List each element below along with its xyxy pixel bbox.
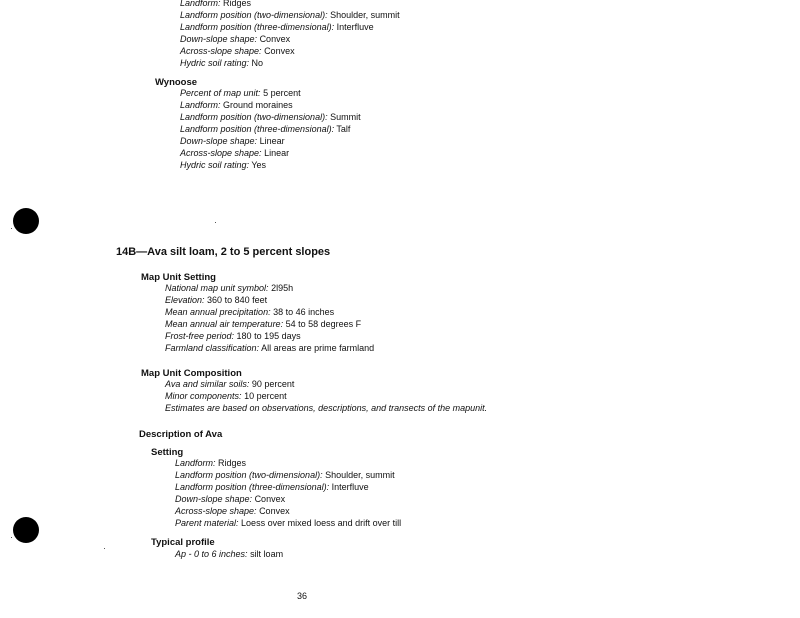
typical-profile-heading: Typical profile (151, 537, 215, 548)
description-setting-entry: Landform position (three-dimensional): Interfluve (175, 482, 369, 492)
composition-note: Estimates are based on observations, descriptions, and transects of the mapunit. (165, 403, 488, 413)
map-unit-composition-heading: Map Unit Composition (141, 368, 242, 379)
section-title: 14B—Ava silt loam, 2 to 5 percent slopes (116, 246, 331, 258)
description-setting-entry: Across-slope shape: Convex (175, 506, 290, 516)
entry-hydric-soil-rating: Hydric soil rating: No (180, 58, 264, 68)
entry-across-slope-shape: Across-slope shape: Convex (180, 46, 295, 56)
entry-down-slope-shape: Down-slope shape: Convex (180, 34, 291, 44)
wynoose-entry: Landform position (three-dimensional): Talf (180, 124, 351, 134)
page-number: 36 (297, 591, 308, 601)
composition-entry: Ava and similar soils: 90 percent (165, 379, 295, 389)
composition-entry: Minor components: 10 percent (165, 391, 287, 401)
description-setting-entry: Parent material: Loess over mixed loess and drift over till (175, 518, 402, 528)
wynoose-entry: Percent of map unit: 5 percent (180, 88, 301, 98)
description-heading: Description of Ava (139, 429, 223, 440)
wynoose-entry: Hydric soil rating: Yes (180, 160, 267, 170)
scan-speck (11, 537, 12, 538)
wynoose-entry: Down-slope shape: Linear (180, 136, 285, 146)
description-setting-entry: Landform: Ridges (175, 458, 247, 468)
scan-speck (11, 228, 12, 229)
wynoose-entry: Across-slope shape: Linear (180, 148, 290, 158)
setting-entry: National map unit symbol: 2l95h (165, 283, 294, 293)
setting-heading: Setting (151, 447, 184, 458)
binder-hole-bottom (13, 517, 39, 543)
entry-landform-position-3d: Landform position (three-dimensional): Interfluve (180, 22, 374, 32)
wynoose-entry: Landform: Ground moraines (180, 100, 293, 110)
setting-entry: Mean annual air temperature: 54 to 58 degrees F (165, 319, 362, 329)
description-setting-entry: Down-slope shape: Convex (175, 494, 286, 504)
profile-entry: Ap - 0 to 6 inches: silt loam (175, 549, 284, 559)
wynoose-heading: Wynoose (155, 77, 198, 88)
wynoose-entry: Landform position (two-dimensional): Summit (180, 112, 361, 122)
binder-hole-top (13, 208, 39, 234)
entry-landform: Landform: Ridges (180, 0, 252, 8)
scan-speck (104, 548, 105, 549)
description-setting-entry: Landform position (two-dimensional): Shoulder, summit (175, 470, 395, 480)
setting-entry: Frost-free period: 180 to 195 days (165, 331, 301, 341)
entry-landform-position-2d: Landform position (two-dimensional): Shoulder, summit (180, 10, 400, 20)
setting-entry: Mean annual precipitation: 38 to 46 inches (165, 307, 335, 317)
scan-speck (215, 222, 216, 223)
setting-entry: Elevation: 360 to 840 feet (165, 295, 268, 305)
setting-entry: Farmland classification: All areas are prime farmland (165, 343, 375, 353)
map-unit-setting-heading: Map Unit Setting (141, 272, 216, 283)
